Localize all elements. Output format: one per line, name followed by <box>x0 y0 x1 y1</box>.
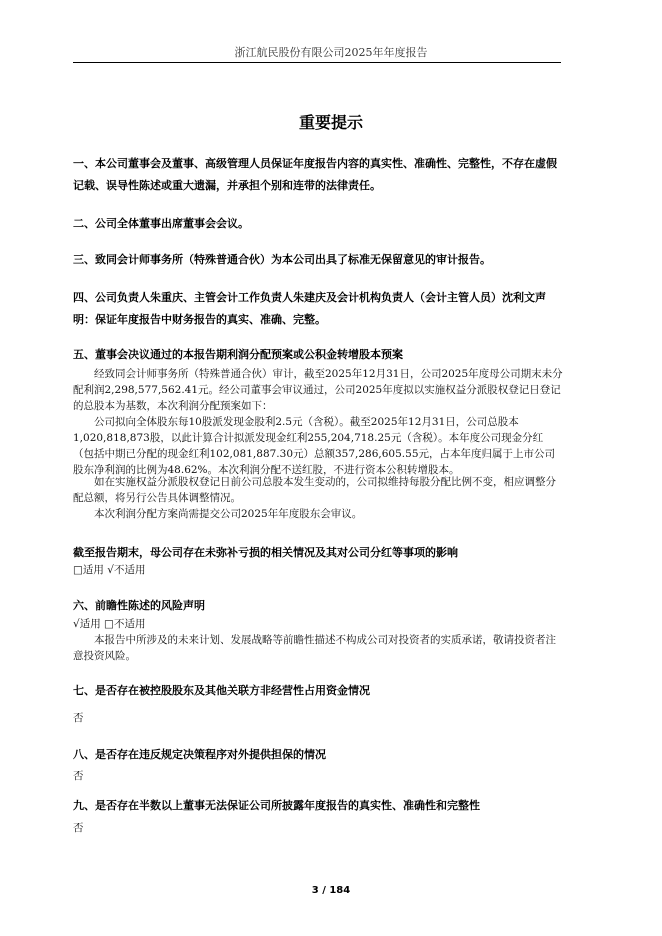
section-7-title: 七、是否存在被控股股东及其他关联方非经营性占用资金情况 <box>73 684 370 697</box>
section-7-answer: 否 <box>73 712 84 724</box>
section-5-paragraph-2: 公司拟向全体股东每10股派发现金股利2.5元（含税）。截至2025年12月31日，公司总股本1,020,818,873股，以此计算合计拟派发现金红利255,204,718.25元（含税）。本年度公司现金分红（包括中期已分配的现金红利102,081,887.30元）总额357,286,605.55元，占本年度归属于上市公司股东净利润的比例为48.62%。本次利润分配不送红股，不进行资本公积转增股本。 <box>73 416 555 476</box>
section-5-paragraph-4: 本次利润分配方案尚需提交公司2025年年度股东会审议。 <box>94 508 363 520</box>
section-5-paragraph-3: 如在实施权益分派股权登记日前公司总股本发生变动的，公司拟维持每股分配比例不变，相应调整分配总额，将另行公告具体调整情况。 <box>73 476 556 504</box>
section-5-paragraph-1: 经致同会计师事务所（特殊普通合伙）审计，截至2025年12月31日，公司2025年度母公司期末未分配利润2,298,577,562.41元。经公司董事会审议通过，公司2025年度拟以实施权益分派股权登记日登记的总股本为基数，本次利润分配预案如下： <box>73 368 563 412</box>
section-6-applicability: √适用 □不适用 <box>73 618 146 630</box>
section-8-title: 八、是否存在违反规定决策程序对外提供担保的情况 <box>73 748 326 761</box>
loss-applicability: □适用 √不适用 <box>73 564 146 576</box>
page-number: 3 / 184 <box>311 885 351 896</box>
section-2: 二、公司全体董事出席董事会会议。 <box>73 217 249 230</box>
page-title: 重要提示 <box>298 113 363 132</box>
section-5-title: 五、董事会决议通过的本报告期利润分配预案或公积金转增股本预案 <box>73 348 403 361</box>
loss-section-title: 截至报告期末，母公司存在未弥补亏损的相关情况及其对公司分红等事项的影响 <box>73 546 458 559</box>
running-header: 浙江航民股份有限公司2025年年度报告 <box>234 46 428 59</box>
section-4: 四、公司负责人朱重庆、主管会计工作负责人朱建庆及会计机构负责人（会计主管人员）沈利文声明：保证年度报告中财务报告的真实、准确、完整。 <box>73 291 546 326</box>
section-1: 一、本公司董事会及董事、高级管理人员保证年度报告内容的真实性、准确性、完整性，不存在虚假记载、误导性陈述或重大遗漏，并承担个别和连带的法律责任。 <box>73 157 557 192</box>
section-8-answer: 否 <box>73 770 84 782</box>
section-9-title: 九、是否存在半数以上董事无法保证公司所披露年度报告的真实性、准确性和完整性 <box>73 799 480 812</box>
section-6-text: 本报告中所涉及的未来计划、发展战略等前瞻性描述不构成公司对投资者的实质承诺，敬请投资者注意投资风险。 <box>73 634 556 662</box>
section-6-title: 六、前瞻性陈述的风险声明 <box>73 599 205 612</box>
header-divider <box>73 62 561 63</box>
section-9-answer: 否 <box>73 822 84 834</box>
section-3: 三、致同会计师事务所（特殊普通合伙）为本公司出具了标准无保留意见的审计报告。 <box>73 253 491 266</box>
